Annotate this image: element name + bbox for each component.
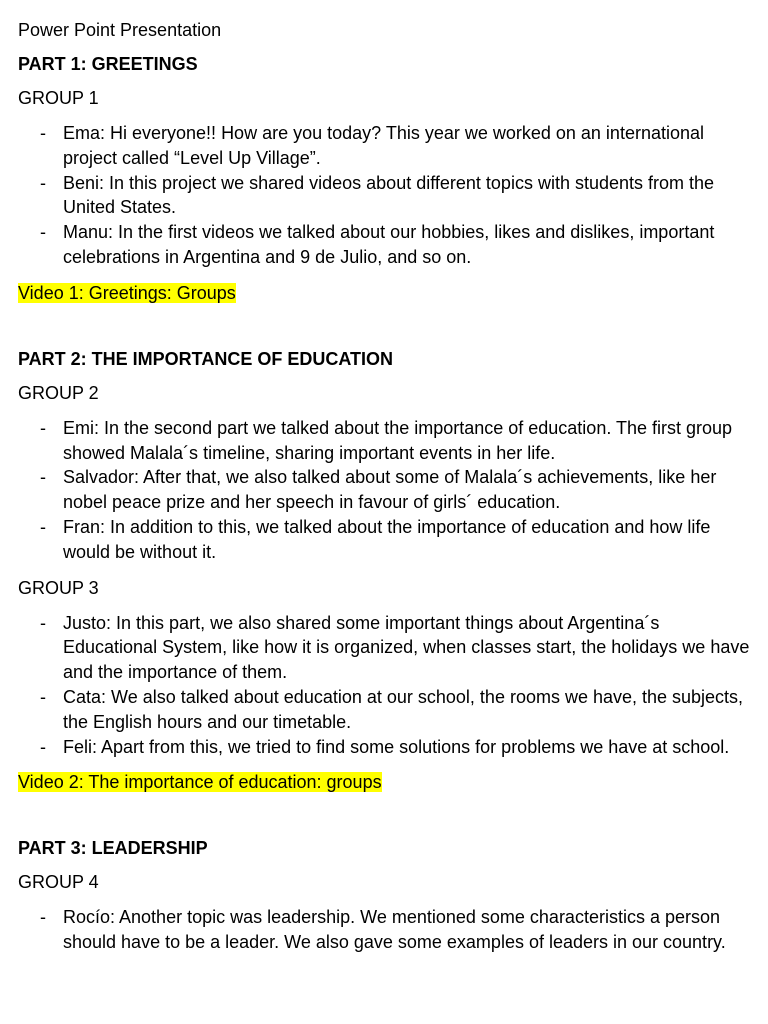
group-3-label: GROUP 3: [18, 577, 99, 598]
list-item-text: Rocío: Another topic was leadership. We mentioned some characteristics a person should have to be a leader. We also gave some examples of leaders in our country.: [63, 907, 726, 953]
list-item: [18, 905, 753, 955]
list-item: [18, 171, 753, 221]
group-2-label: GROUP 2: [18, 382, 99, 403]
part-1-section: [18, 52, 753, 305]
bullet-dash: -: [40, 612, 46, 633]
bullet-dash: -: [40, 123, 46, 143]
list-item: [18, 735, 753, 760]
group-4-list: [18, 905, 753, 955]
part-2-heading: PART 2: THE IMPORTANCE OF EDUCATION: [18, 348, 393, 369]
list-item-text: Fran: In addition to this, we talked about the importance of education and how life would be without it.: [63, 516, 711, 562]
document-title: Power Point Presentation: [18, 20, 222, 40]
list-item-text: Ema: Hi everyone!! How are you today? This year we worked on an international project called “Level Up Village”.: [63, 123, 705, 168]
bullet-dash: -: [40, 686, 46, 707]
group-2-list: [18, 416, 753, 565]
bullet-dash: -: [40, 907, 46, 928]
part-1-heading: PART 1: GREETINGS: [18, 54, 198, 74]
list-item-text: Feli: Apart from this, we tried to find some solutions for problems we have at school.: [63, 736, 730, 757]
list-item-text: Justo: In this part, we also shared some important things about Argentina´s Educational System, like how it is organized, when classes start, the holidays we have and the importance of them.: [63, 612, 750, 683]
part-3-heading: PART 3: LEADERSHIP: [18, 838, 208, 859]
list-item: [18, 465, 753, 515]
bullet-dash: -: [40, 417, 46, 438]
bullet-dash: -: [40, 736, 46, 757]
group-1-list: [18, 121, 753, 270]
video-2-note: [18, 770, 753, 794]
part-2-section: [18, 347, 753, 795]
list-item-text: Beni: In this project we shared videos about different topics with students from the United States.: [63, 172, 715, 218]
part-3-section: [18, 836, 753, 955]
bullet-dash: -: [40, 172, 46, 193]
group-3-list: [18, 611, 753, 760]
bullet-dash: -: [40, 467, 46, 488]
list-item-text: Salvador: After that, we also talked about some of Malala´s achievements, like her nobel peace prize and her speech in favour of girls´ education.: [63, 467, 717, 513]
bullet-dash: -: [40, 516, 46, 537]
video-1-highlight: Video 1: Greetings: Groups: [18, 282, 236, 303]
list-item: [18, 515, 753, 565]
list-item: [18, 416, 753, 466]
group-4-label: GROUP 4: [18, 872, 99, 893]
list-item-text: Manu: In the first videos we talked about our hobbies, likes and dislikes, important celebrations in Argentina and 9 de Julio, and so on.: [63, 222, 715, 267]
bullet-dash: -: [40, 222, 46, 243]
group-1-label: GROUP 1: [18, 88, 99, 108]
video-2-highlight: Video 2: The importance of education: groups: [18, 772, 382, 793]
list-item-text: Cata: We also talked about education at our school, the rooms we have, the subjects, the English hours and our timetable.: [63, 686, 744, 732]
document-page: [18, 18, 753, 966]
video-1-note: [18, 281, 753, 305]
list-item: [18, 611, 753, 685]
list-item-text: Emi: In the second part we talked about the importance of education. The first group showed Malala´s timeline, sharing important events in her life.: [63, 417, 733, 463]
list-item: [18, 220, 753, 270]
list-item: [18, 121, 753, 171]
list-item: [18, 685, 753, 735]
